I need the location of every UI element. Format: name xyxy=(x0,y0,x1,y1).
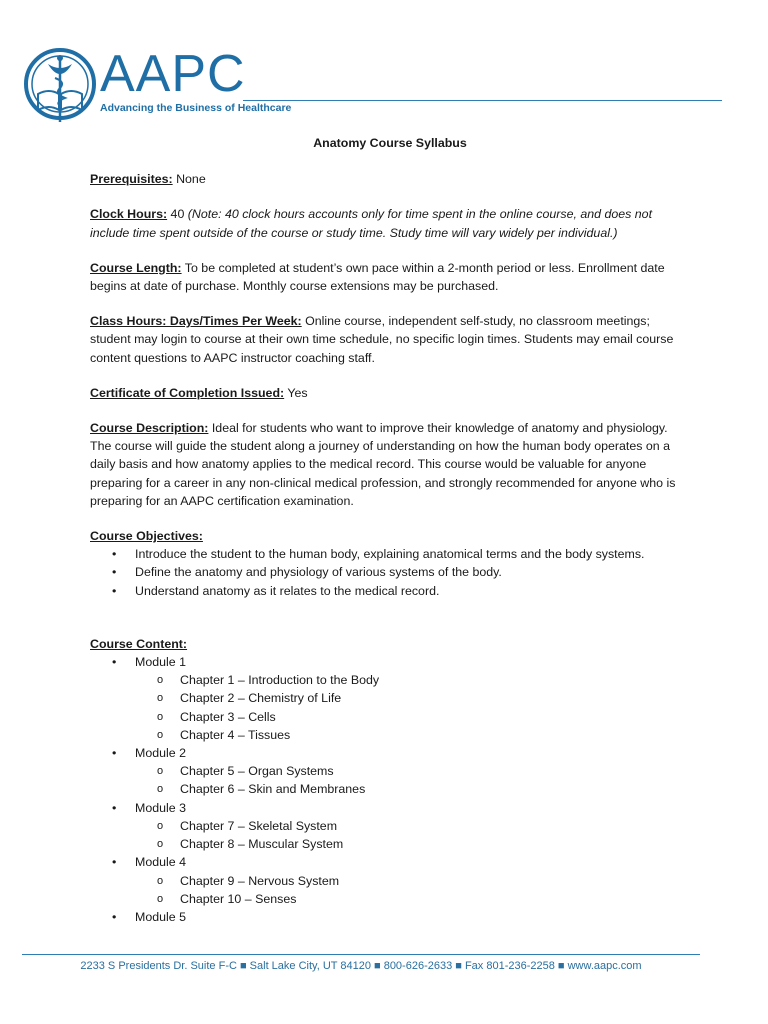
header-divider xyxy=(243,100,722,101)
module-name: Module 2 xyxy=(135,746,186,761)
chapter-item: o Chapter 4 – Tissues xyxy=(135,726,690,744)
certificate-label: Certificate of Completion Issued: xyxy=(90,385,285,400)
class-hours-section xyxy=(90,312,690,367)
clock-hours-label: Clock Hours: xyxy=(90,207,168,222)
objectives-list xyxy=(90,545,690,600)
module-item xyxy=(90,744,690,799)
syllabus-body xyxy=(90,134,690,943)
module-name: Module 1 xyxy=(135,655,186,670)
caduceus-book-seal-icon xyxy=(22,44,102,128)
certificate-section xyxy=(90,384,690,402)
description-label: Course Description: xyxy=(90,421,209,436)
chapter-item: o Chapter 8 – Muscular System xyxy=(135,835,690,853)
chapter-item: o Chapter 7 – Skeletal System xyxy=(135,817,690,835)
chapter-item: o Chapter 2 – Chemistry of Life xyxy=(135,689,690,707)
chapter-item: o Chapter 9 – Nervous System xyxy=(135,872,690,890)
list-item: • Introduce the student to the human body, explaining anatomical terms and the body systems. xyxy=(90,545,690,563)
module-item xyxy=(90,799,690,854)
footer-address: 2233 S Presidents Dr. Suite F-C ■ Salt Lake City, UT 84120 ■ 800-626-2633 ■ Fax 801-236-2258 ■ www.aapc.com xyxy=(80,960,642,972)
chapter-item: o Chapter 3 – Cells xyxy=(135,708,690,726)
module-item xyxy=(90,853,690,908)
chapter-item: o Chapter 6 – Skin and Membranes xyxy=(135,780,690,798)
module-list xyxy=(90,653,690,926)
footer-divider xyxy=(22,954,700,955)
clock-hours-value: 40 xyxy=(167,207,188,222)
letterhead xyxy=(22,44,702,134)
prerequisites-label: Prerequisites: xyxy=(90,172,173,187)
module-name: Module 5 xyxy=(135,909,186,924)
brand-tagline: Advancing the Business of Healthcare xyxy=(100,102,292,114)
objectives-label: Course Objectives: xyxy=(90,529,203,544)
module-item xyxy=(90,908,690,926)
prerequisites-section xyxy=(90,170,690,188)
module-name: Module 4 xyxy=(135,855,186,870)
chapter-item: o Chapter 5 – Organ Systems xyxy=(135,762,690,780)
list-item: • Understand anatomy as it relates to the medical record. xyxy=(90,582,690,600)
clock-hours-note: (Note: 40 clock hours accounts only for time spent in the online course, and does not include time spent outside of the course or study time. Study time will vary widely per individual.) xyxy=(90,207,653,240)
module-name: Module 3 xyxy=(135,800,186,815)
chapter-list xyxy=(135,872,690,908)
chapter-list xyxy=(135,671,690,744)
module-item xyxy=(90,653,690,744)
document-title: Anatomy Course Syllabus xyxy=(313,136,467,150)
objectives-section xyxy=(90,527,690,600)
description-section xyxy=(90,419,690,510)
course-length-section xyxy=(90,259,690,295)
brand-name: AAPC xyxy=(100,45,246,103)
course-length-label: Course Length: xyxy=(90,260,182,275)
chapter-list xyxy=(135,762,690,798)
course-content-label: Course Content: xyxy=(90,636,188,651)
chapter-list xyxy=(135,817,690,853)
list-item: • Define the anatomy and physiology of various systems of the body. xyxy=(90,563,690,581)
course-length-value: To be completed at student’s own pace within a 2-month period or less. Enrollment date begins at date of purchase. Monthly course extensions may be purchased. xyxy=(90,260,665,294)
description-value: Ideal for students who want to improve their knowledge of anatomy and physiology. The course will guide the student along a journey of understanding on how the human body operates on a daily basis and how anatomy applies to the medical record. This course would be valuable for anyone preparing for a career in any non-clinical medical profession, and strongly recommended for anyone who is preparing for an AAPC certification examination. xyxy=(90,421,676,508)
class-hours-value: Online course, independent self-study, no classroom meetings; student may login to course at their own time schedule, no specific login times. Students may email course content questions to AAPC instructor coaching staff. xyxy=(90,314,674,365)
chapter-item: o Chapter 1 – Introduction to the Body xyxy=(135,671,690,689)
clock-hours-section xyxy=(90,205,690,241)
chapter-item: o Chapter 10 – Senses xyxy=(135,890,690,908)
certificate-value: Yes xyxy=(284,385,308,400)
prerequisites-value: None xyxy=(172,172,206,187)
course-content-section xyxy=(90,635,690,926)
class-hours-label: Class Hours: Days/Times Per Week: xyxy=(90,314,302,329)
